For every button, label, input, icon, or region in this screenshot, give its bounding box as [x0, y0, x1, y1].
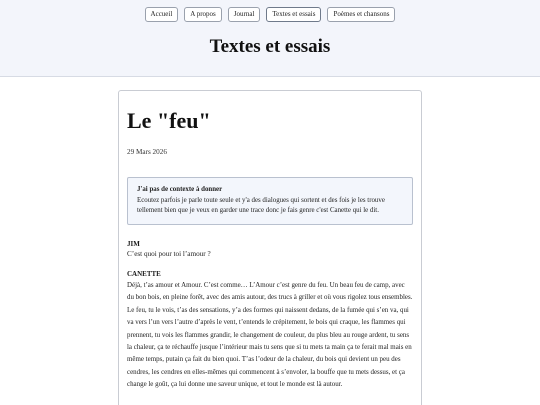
nav-item-journal[interactable]: Journal — [228, 7, 261, 22]
context-note-body: Ecoutez parfois je parle toute seule et y'a des dialogues qui sortent et des fois je les trouve tellement bien que je veux en garder une trace donc je fais genre c'est Canette qui le dit. — [137, 196, 385, 214]
nav-item-a-propos[interactable]: A propos — [184, 7, 221, 22]
context-note — [127, 177, 413, 225]
dialogue-paragraph: Déjà, t’as amour et Amour. C’est comme… L’Amour c’est genre du feu. Un beau feu de camp, avec du bon bois, en pleine forêt, avec des amis autour, des trucs à griller et où vous rigolez tous ensembles. Le feu, tu le vois, t’as des sensations, y’a des formes qui naissent dedans, de la fumée qui s’en va, qui va vers l’un vers l’autre d’après le vent, t’entends le crépitement, le bois qui craque, les flammes qui prennent, tu vois les flammes grandir, le changement de couleur, du plus bleu au rouge ardent, tu sens la chaleur, ça te réchauffe jusque l’intérieur mais tu sens que si tu mets ta main ça te ferait mal mais en même temps, putain ça fait du bien quoi. T’as l’odeur de la chaleur, du bois qui devient un peu des cendres, les cendres en elles-mêmes qui commencent à s’envoler, la bouffe que tu mets dessus, et ça change le goût, ça lui donne une saveur unique, et tout le monde est là autour. — [127, 281, 413, 389]
site-header — [0, 0, 540, 77]
article-card — [118, 90, 422, 405]
dialogue-line: C’est quoi pour toi l’amour ? — [127, 249, 211, 258]
speaker-name: JIM — [127, 239, 140, 248]
nav-item-textes-et-essais[interactable]: Textes et essais — [266, 7, 321, 22]
page-title: Textes et essais — [209, 36, 331, 57]
speaker-name: CANETTE — [127, 270, 161, 278]
nav-item-poemes-et-chansons[interactable]: Poèmes et chansons — [327, 7, 395, 22]
article-title: Le "feu" — [127, 108, 211, 133]
nav-item-accueil[interactable]: Accueil — [145, 7, 179, 22]
article-date: 29 Mars 2026 — [127, 148, 167, 156]
context-note-title: J'ai pas de contexte à donner — [137, 186, 223, 193]
main-nav — [0, 7, 540, 22]
